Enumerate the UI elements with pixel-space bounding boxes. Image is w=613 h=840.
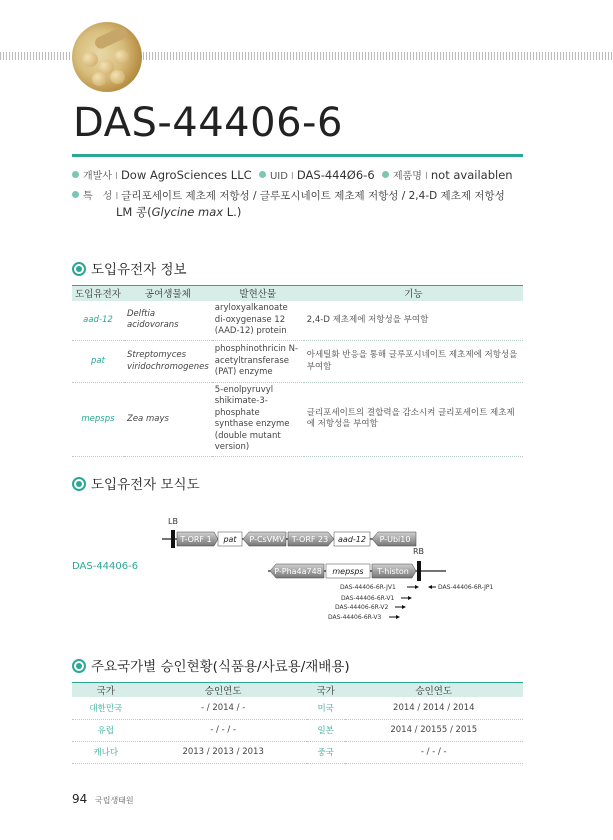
table-row — [72, 719, 523, 741]
product-label: 제품명 — [392, 171, 422, 182]
gene-element — [372, 532, 416, 546]
th-country: 국가 — [72, 683, 140, 698]
function-cell: 글리포세이트의 결합력을 감소시켜 글리포세이트 제초제에 저항성을 부여함 — [304, 383, 523, 457]
svg-text:T-histon: T-histon — [377, 567, 409, 576]
approval-table — [72, 682, 523, 764]
svg-text:T-ORF 1: T-ORF 1 — [180, 535, 212, 544]
gene-element — [270, 564, 324, 578]
section-icon — [72, 477, 86, 491]
developer-value: Dow AgroSciences LLC — [120, 168, 252, 182]
gene-element — [334, 532, 370, 546]
function-cell: 2,4-D 제초제에 저항성을 부여함 — [304, 301, 523, 341]
gene-element — [288, 532, 334, 546]
title-rule — [72, 154, 523, 157]
bullet-icon — [382, 171, 389, 178]
country-cell: 대한민국 — [72, 697, 140, 719]
gene-info-table — [72, 285, 523, 457]
arrow-right-icon — [402, 605, 406, 609]
section-title: 주요국가별 승인현황(식품용/사료용/재배용) — [91, 659, 350, 675]
section-heading-approval — [72, 655, 350, 675]
table-row — [72, 741, 523, 763]
year-cell: 2013 / 2013 / 2013 — [140, 741, 307, 763]
country-cell: 유럽 — [72, 719, 140, 741]
product-cell: aryloxyalkanoate di-oxygenase 12 (AAD-12) protein — [212, 301, 304, 341]
arrow-right-icon — [415, 585, 419, 589]
bullet-icon — [72, 191, 79, 198]
trait-label: 특 성 — [83, 191, 113, 202]
uid-value: DAS-444Ø6-6 — [296, 168, 375, 182]
primer-label: DAS-44406-6R-V2 — [335, 604, 389, 611]
section-heading-diagram — [72, 473, 200, 493]
lb-label: LB — [168, 517, 178, 526]
gene-element — [243, 532, 286, 546]
year-cell: - / - / - — [345, 741, 523, 763]
function-cell: 아세틸화 반응을 통해 글루포시네이트 제초제에 저항성을 부여함 — [304, 341, 523, 383]
th-function: 기능 — [304, 286, 523, 301]
th-year: 승인연도 — [345, 683, 523, 698]
svg-text:P-Pha4a748: P-Pha4a748 — [274, 567, 322, 576]
primer-label: DAS-44406-6R-V3 — [328, 614, 382, 621]
svg-text:aad-12: aad-12 — [338, 535, 366, 544]
product-cell: 5-enolpyruvyl shikimate-3-phosphate synthase enzyme (double mutant version) — [212, 383, 304, 457]
gene-element — [177, 532, 218, 546]
gene-cell: pat — [72, 341, 124, 383]
gene-cell: aad-12 — [72, 301, 124, 341]
svg-text:P-Ubi10: P-Ubi10 — [379, 535, 411, 544]
country-cell: 중국 — [307, 741, 345, 763]
section-title: 도입유전자 정보 — [91, 262, 187, 278]
year-cell: 2014 / 20155 / 2015 — [345, 719, 523, 741]
trait-crop-pre: LM 콩( — [116, 205, 152, 219]
bullet-icon — [72, 171, 79, 178]
th-gene: 도입유전자 — [72, 286, 124, 301]
arrow-left-icon — [428, 585, 432, 589]
organism-cell: Streptomyces viridochromogenes — [124, 341, 212, 383]
svg-text:mepsps: mepsps — [332, 567, 364, 576]
year-cell: - / - / - — [140, 719, 307, 741]
page-title: DAS-44406-6 — [73, 100, 343, 146]
gene-cell: mepsps — [72, 383, 124, 457]
lb-border — [171, 530, 175, 548]
svg-text:T-ORF 23: T-ORF 23 — [291, 535, 329, 544]
bullet-icon — [259, 171, 266, 178]
th-product: 발현산물 — [212, 286, 304, 301]
trait-crop-post: L.) — [223, 205, 242, 219]
table-row — [72, 341, 523, 383]
svg-text:P-CsVMV: P-CsVMV — [249, 535, 285, 544]
primer-label: DAS-44406-6R-JV1 — [340, 584, 396, 591]
section-title: 도입유전자 모식도 — [91, 477, 200, 493]
info-line-1: 개발사 I Dow AgroSciences LLC UID I DAS-444Ø6-6 제품명 I not availablen — [72, 167, 513, 182]
arrow-right-icon — [408, 596, 412, 600]
organism-cell: Delftia acidovorans — [124, 301, 212, 341]
product-cell: phosphinothricin N-acetyltransferase (PAT) enzyme — [212, 341, 304, 383]
header-hatch-left — [0, 52, 72, 60]
soybean-photo — [72, 22, 142, 92]
country-cell: 캐나다 — [72, 741, 140, 763]
section-icon — [72, 262, 86, 276]
svg-text:pat: pat — [223, 535, 237, 544]
product-value: not availablen — [430, 168, 513, 182]
section-icon — [72, 659, 86, 673]
gene-construct-diagram — [0, 510, 613, 650]
th-organism: 공여생물체 — [124, 286, 212, 301]
country-cell: 일본 — [307, 719, 345, 741]
gene-element — [218, 532, 242, 546]
trait-crop-sci: Glycine max — [151, 205, 224, 219]
gene-element — [372, 564, 416, 578]
arrow-right-icon — [396, 615, 400, 619]
th-country: 국가 — [307, 683, 345, 698]
page-number: 94 — [72, 792, 88, 806]
event-label: DAS-44406-6 — [72, 561, 139, 572]
developer-label: 개발사 — [83, 171, 112, 182]
section-heading-genes — [72, 258, 187, 278]
uid-label: UID — [269, 171, 288, 182]
country-cell: 미국 — [307, 697, 345, 719]
info-line-2: 특 성 I 글리포세이트 제초제 저항성 / 글루포시네이트 제초제 저항성 / 2,4-D 제초제 저항성 — [72, 187, 505, 203]
year-cell: - / 2014 / - — [140, 697, 307, 719]
table-row — [72, 301, 523, 341]
organism-cell: Zea mays — [124, 383, 212, 457]
th-year: 승인연도 — [140, 683, 307, 698]
trait-value: 글리포세이트 제초제 저항성 / 글루포시네이트 제초제 저항성 / 2,4-D 제초제 저항성 — [121, 190, 505, 202]
primer-label: DAS-44406-6R-V1 — [341, 595, 395, 602]
publisher-name: 국립생태원 — [95, 796, 134, 805]
gene-element — [326, 564, 370, 578]
rb-border — [417, 561, 421, 581]
table-row — [72, 383, 523, 457]
table-row — [72, 697, 523, 719]
header-hatch-right — [143, 52, 613, 60]
primer-label: DAS-44406-6R-JP1 — [438, 584, 494, 591]
info-line-3 — [116, 204, 241, 220]
rb-label: RB — [413, 547, 425, 556]
year-cell: 2014 / 2014 / 2014 — [345, 697, 523, 719]
